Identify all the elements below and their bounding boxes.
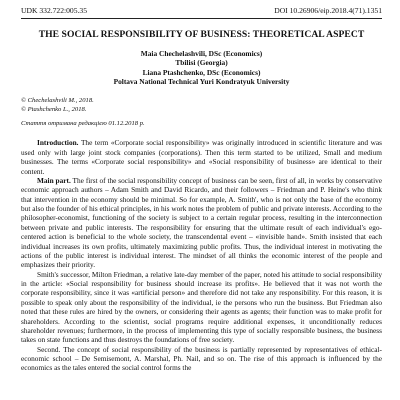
body-paragraph [21, 345, 382, 373]
paragraph-text: The first of the social responsibility concept of business can be seen, first of all, in works by conservative economic approach authors – Adam Smith and David Ricardo, and their followers – Friedman and P. Heine's who think that intervention in the economy should be minimal. So for example, A. Smith', who is not only the base of the economy but also the founder of his ethical principles, in his work notes the problem of public and private interests. According to the philosopher-economist, functioning of the society is subject to a certain regular process, resulting in the interconnection between private and public interests. The responsibility for ensuring that the ultimate result of each individual's ego-centered action is beneficial to the whole society, the transcendental event – «invisible hand». Smith insisted that each individual increases its own profits, ultimately maximizing public profits. Thus, the individual interest in motivating the actions of the public interest is individual interest. The mindset of all thinks the economic interest of the people and emphasizes their priority. [21, 175, 383, 270]
paragraph-text: The term «Corporate social responsibility» was originally introduced in scientific literature and was used only with large joint stock companies (corporations). Then this term started to be utilized, Small and medium businesses. The terms «Corporate social responsibility» and «Social responsibility of business» are identical to their content. [21, 138, 382, 176]
header-divider [21, 18, 382, 19]
article-body [21, 138, 382, 372]
body-paragraph [21, 138, 382, 176]
article-title: THE SOCIAL RESPONSIBILITY OF BUSINESS: THEORETICAL ASPECT [38, 29, 365, 40]
section-heading: Main part. [37, 175, 71, 185]
paragraph-text: Second. The concept of social responsibility of the business is partially represented by representatives of ethical-economic school – De Semisemont, A. Marshal, Ph. Nail, and so on. The rise of this approach is influenced by the economics as the tales entered the social control forms the [21, 344, 382, 373]
received-note: Стаття отримана редакцією 01.12.2018 р. [21, 120, 145, 127]
author-line: Liana Ptashchenko, DSc (Economics) [142, 67, 261, 77]
copyright-block [21, 97, 382, 114]
header-meta [21, 6, 382, 16]
author-block [21, 49, 382, 86]
copyright-line: © Ptashchenko L., 2018. [21, 105, 87, 113]
body-paragraph [21, 176, 382, 270]
copyright-line: © Chechelashvili M., 2018. [21, 97, 94, 105]
author-line: Maia Chechelashvili, DSc (Economics) [140, 49, 263, 58]
body-paragraph [21, 270, 382, 345]
doi-code: DOI 10.26906/eip.2018.4(71).1351 [274, 6, 382, 15]
paragraph-text: Smith's successor, Milton Friedman, a relative late-day member of the paper, noted his attitude to social responsibility in the article: «Social responsibility for business should increase its profits». He believed that it was not worth the corporate responsibility, since it was «artificial person» and therefore did not take any responsibility. For this reason, it is possible to speak only about the responsibility of the individual, ie the persons who run the business. But Friedman also noted that these rules are hired by the owners, or considering their agents as agents; their function was to make profit for shareholders. According to the scientist, social programs require additional expenses, it unconditionally reduces shareholder revenues; furthermore, in the process of implementing this type of socially responsible business, the business takes on state functions and thus destroys the foundations of free society. [21, 269, 382, 345]
udk-code: UDK 332.722:005.35 [21, 6, 88, 15]
author-line: Poltava National Technical Yuri Kondratyuk University [113, 76, 290, 86]
section-heading: Introduction. [37, 138, 79, 148]
author-line: Tbilisi (Georgia) [175, 58, 228, 68]
